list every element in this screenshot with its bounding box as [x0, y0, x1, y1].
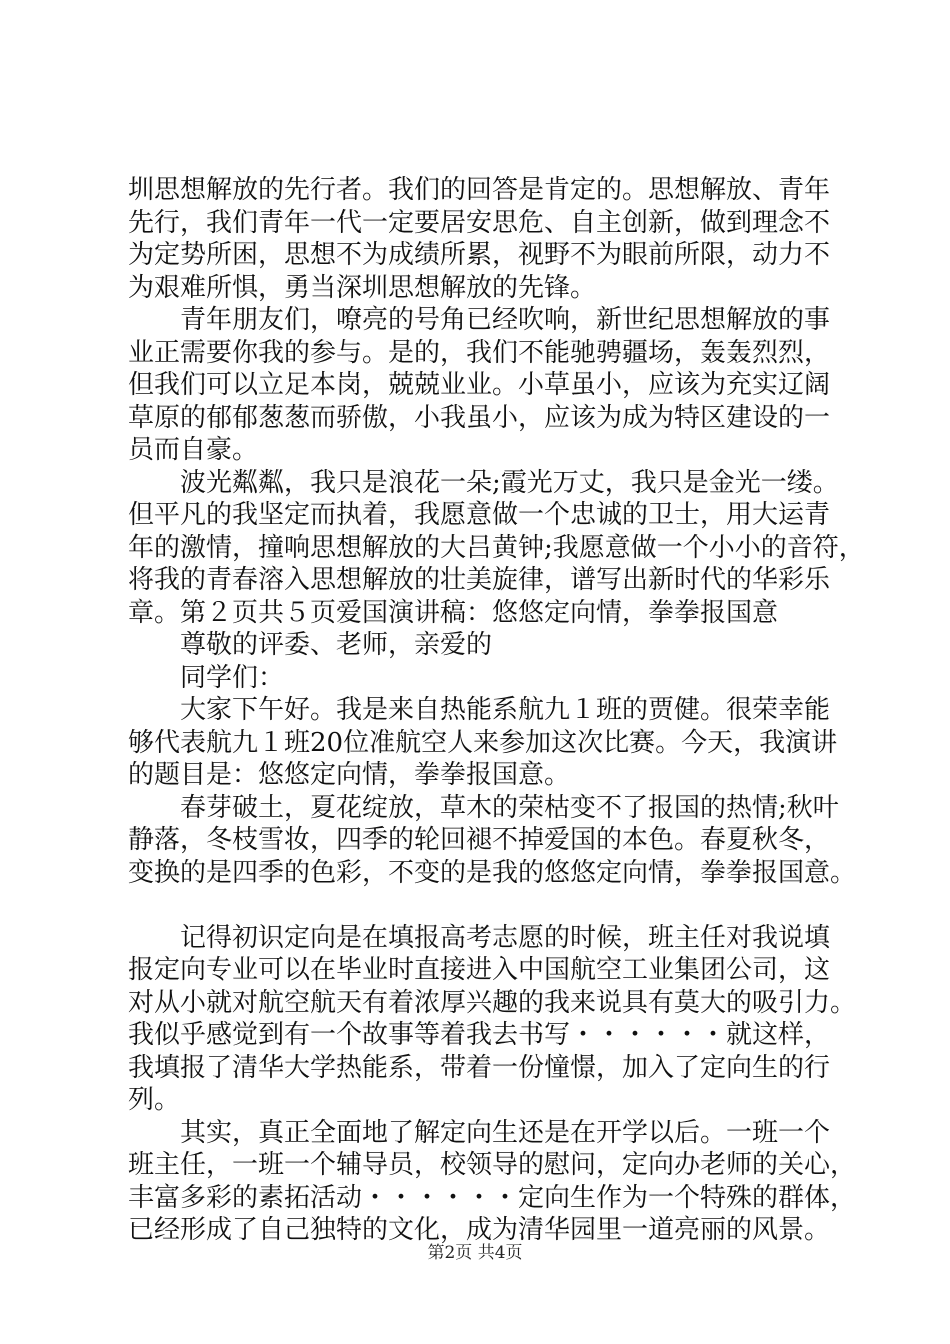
text-line: 班主任，一班一个辅导员，校领导的慰问，定向办老师的关心， — [128, 1150, 857, 1180]
text-line: 其实，真正全面地了解定向生还是在开学以后。一班一个 — [128, 1117, 831, 1148]
text-line: 草原的郁郁葱葱而骄傲，小我虽小，应该为成为特区建设的一 — [128, 402, 831, 433]
text-line: 圳思想解放的先行者。我们的回答是肯定的。思想解放、青年 — [128, 175, 831, 205]
text-line: 列。 — [128, 1085, 181, 1115]
text-line: 但平凡的我坚定而执着，我愿意做一个忠诚的卫士，用大运青 — [128, 500, 831, 530]
text-line: 春芽破土，夏花绽放，草木的荣枯变不了报国的热情;秋叶 — [128, 792, 839, 823]
text-line: 尊敬的评委、老师，亲爱的 — [128, 630, 493, 660]
text-line: 先行，我们青年一代一定要居安思危、自主创新，做到理念不 — [128, 207, 831, 238]
text-line: 但我们可以立足本岗，兢兢业业。小草虽小，应该为充实辽阔 — [128, 370, 831, 400]
text-line: 的题目是：悠悠定向情，拳拳报国意。 — [128, 760, 571, 790]
text-line: 对从小就对航空航天有着浓厚兴趣的我来说具有莫大的吸引力。 — [128, 987, 857, 1018]
text-line: 丰富多彩的素拓活动・・・・・・定向生作为一个特殊的群体， — [128, 1182, 857, 1213]
text-line: 章。第２页共５页爱国演讲稿：悠悠定向情，拳拳报国意 — [128, 597, 779, 628]
text-line: 员而自豪。 — [128, 435, 259, 465]
text-line: 我似乎感觉到有一个故事等着我去书写・・・・・・就这样， — [128, 1020, 831, 1050]
text-line: 大家下午好。我是来自热能系航九１班的贾健。很荣幸能 — [128, 695, 831, 725]
body-text — [128, 174, 865, 1247]
text-line: 为艰难所惧，勇当深圳思想解放的先锋。 — [128, 272, 597, 303]
text-line: 为定势所困，思想不为成绩所累，视野不为眼前所限，动力不 — [128, 240, 831, 270]
text-line: 够代表航九１班20位准航空人来参加这次比赛。今天，我演讲 — [128, 727, 838, 758]
text-line: 已经形成了自己独特的文化，成为清华园里一道亮丽的风景。 — [128, 1215, 831, 1245]
text-line: 将我的青春溶入思想解放的壮美旋律，谱写出新时代的华彩乐 — [128, 565, 831, 595]
text-line: 业正需要你我的参与。是的，我们不能驰骋疆场，轰轰烈烈， — [128, 337, 831, 368]
text-line: 变换的是四季的色彩，不变的是我的悠悠定向情，拳拳报国意。 — [128, 857, 857, 888]
text-line: 青年朋友们，嘹亮的号角已经吹响，新世纪思想解放的事 — [128, 305, 831, 335]
text-line: 同学们： — [128, 662, 285, 693]
text-line: 静落，冬枝雪妆，四季的轮回褪不掉爱国的本色。春夏秋冬， — [128, 825, 831, 855]
blank-line — [128, 889, 858, 922]
text-line: 波光粼粼，我只是浪花一朵;霞光万丈，我只是金光一缕。 — [128, 467, 839, 498]
page-footer: 第2页 共4页 — [427, 1243, 523, 1263]
text-line: 报定向专业可以在毕业时直接进入中国航空工业集团公司，这 — [128, 955, 831, 985]
text-line: 记得初识定向是在填报高考志愿的时候，班主任对我说填 — [128, 922, 831, 953]
text-line: 年的激情，撞响思想解放的大吕黄钟;我愿意做一个小小的音符， — [128, 532, 865, 563]
text-line: 我填报了清华大学热能系，带着一份憧憬，加入了定向生的行 — [128, 1052, 831, 1083]
